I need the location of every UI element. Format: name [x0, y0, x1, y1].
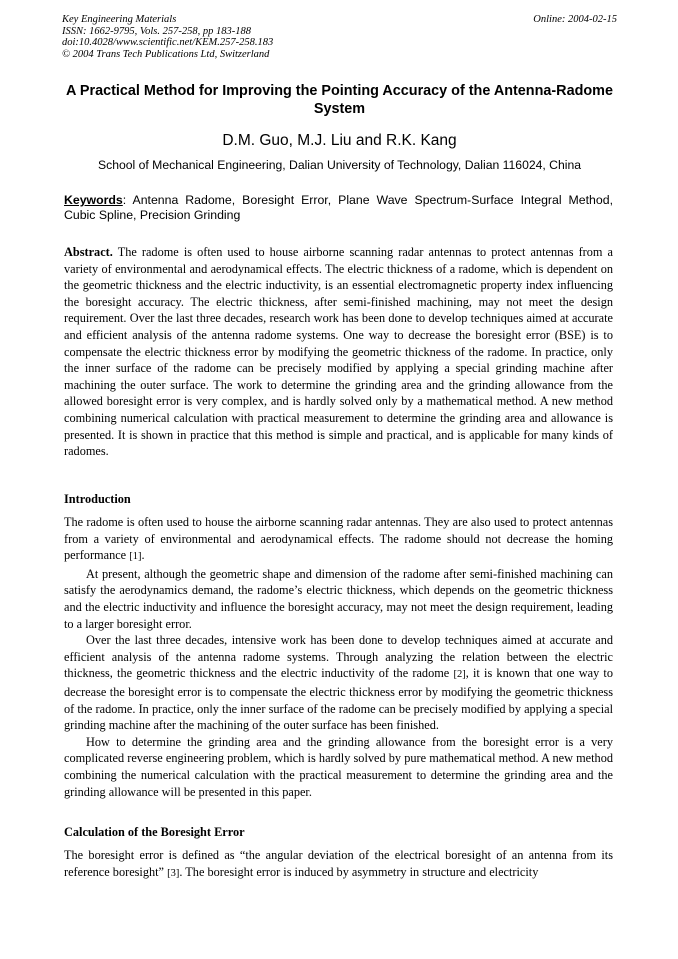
- journal-header: [62, 14, 617, 60]
- intro-p1-text: The radome is often used to house the airborne scanning radar antennas. They are also used to protect antennas from a variety of environmental and aerodynamical effects. The radome should not decrease the homing performance: [64, 515, 613, 563]
- journal-copyright: © 2004 Trans Tech Publications Ltd, Switzerland: [62, 48, 270, 60]
- boresight-section-heading: Calculation of the Boresight Error: [64, 825, 245, 839]
- intro-paragraph-2: At present, although the geometric shape and dimension of the radome after semi-finished machining can satisfy the aerodynamics demand, the radome’s electric thickness, which depends on the geometric thickness and the electric inductivity and influence the boresight accuracy, may not meet the design requirement, leading to a larger boresight error.: [64, 566, 613, 631]
- journal-name: Key Engineering Materials: [62, 14, 177, 25]
- calc-p1-text: The boresight error is defined as “the angular deviation of the electrical boresight of an antenna from its reference boresight”: [64, 848, 613, 879]
- abstract-text: The radome is often used to house airborne scanning radar antennas to protect antennas from a variety of environmental and aerodynamical effects. The electric thickness of a radome, which is dependent on the geometric thickness and the electric inductivity, is an essential electromagnetic property index influencing the boresight accuracy. The electric thickness, after semi-finished machining, may not meet the design requirement. Over the last three decades, research work has been done to develop techniques aimed at accurate and efficient analysis of the antenna radome systems. One way to decrease the boresight error (BSE) is to compensate the electric thickness error by modifying the geometric thickness of the radome. In practice, only the inner surface of the radome can be precisely modified by applying a special grinding machine after machining the outer surface. The work to determine the grinding area and the grinding allowance from the allowed boresight error is very complex, and is hardly solved only by a mathematical method. A new method combining numerical calculation with practical measurement to determine the grinding area and allowance is presented. It is shown in practice that this method is simple and practical, and is applicable for many kinds of radomes.: [64, 245, 613, 459]
- abstract-block: [64, 244, 613, 460]
- intro-p3-end: , it is known that one way to decrease the boresight error is to compensate the electric thickness error by modifying the geometric thickness of the radome. In practice, only the inner surface of the radome can be precisely modified by applying a special grinding machine after the machining of the outer surface has been finished.: [64, 666, 613, 733]
- abstract-label: Abstract.: [64, 245, 113, 259]
- intro-paragraph-1: [64, 514, 613, 566]
- citation-2: [2]: [453, 669, 466, 681]
- citation-1: [1]: [129, 551, 142, 563]
- calc-paragraph-1: [64, 847, 613, 882]
- intro-paragraph-4: How to determine the grinding area and the grinding allowance from the boresight error is a very complicated reverse engineering problem, which is hardly solved by pure mathematical method. A new method combining the numerical calculation with the practical measurement to determine the grinding area and the grinding allowance will be presented in this paper.: [64, 734, 613, 799]
- calc-p1-end: . The boresight error is induced by asymmetry in structure and electricity: [179, 864, 539, 879]
- keywords-text: : Antenna Radome, Boresight Error, Plane Wave Spectrum-Surface Integral Method, Cubic Spline, Precision Grinding: [64, 193, 613, 222]
- paper-title: A Practical Method for Improving the Pointing Accuracy of the Antenna-Radome System: [66, 83, 613, 117]
- paper-authors: D.M. Guo, M.J. Liu and R.K. Kang: [222, 132, 457, 149]
- intro-p1-end: .: [141, 548, 145, 563]
- keywords-label: Keywords: [64, 193, 123, 207]
- citation-3: [3]: [167, 867, 180, 879]
- online-date: Online: 2004-02-15: [533, 14, 617, 25]
- paper-affiliation: School of Mechanical Engineering, Dalian University of Technology, Dalian 116024, China: [97, 158, 582, 172]
- introduction-heading: Introduction: [64, 492, 131, 506]
- intro-p3-text: Over the last three decades, intensive work has been done to develop techniques aimed at accurate and efficient analysis of the antenna radome systems. Through analyzing the relation between the electric thickness, the geometric thickness and the electric inductivity of the radome: [64, 633, 613, 681]
- intro-paragraph-3: [64, 632, 613, 734]
- boresight-section-body: [64, 847, 613, 882]
- introduction-body: [64, 514, 613, 800]
- keywords-block: [64, 193, 613, 223]
- journal-doi: doi:10.4028/www.scientific.net/KEM.257-258.183: [62, 37, 274, 49]
- journal-issn: ISSN: 1662-9795, Vols. 257-258, pp 183-188: [62, 25, 251, 37]
